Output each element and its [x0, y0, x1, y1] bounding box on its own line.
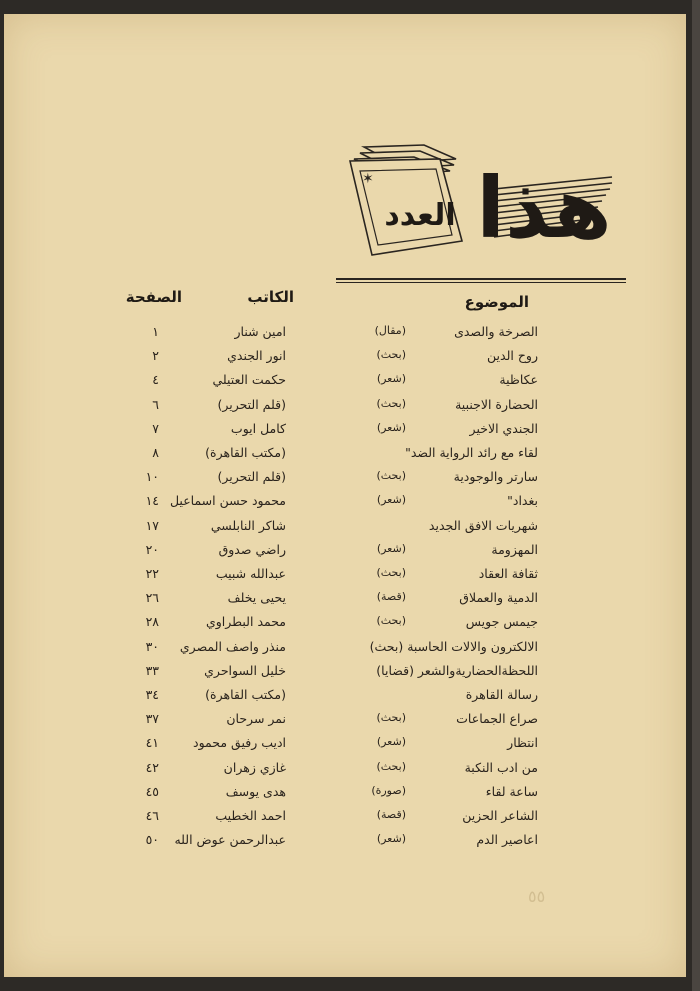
- entry-author: عبدالرحمن عوض الله: [174, 832, 286, 848]
- entry-title: الصرخة والصدى: [454, 324, 538, 339]
- logo-big-word: هذا: [476, 159, 612, 257]
- entry-title: الحضارة الاجنبية: [455, 396, 538, 412]
- entry-author: نمر سرحان: [226, 711, 286, 727]
- entry-author: (قلم التحرير): [217, 396, 286, 412]
- entry-author: غازي زهران: [223, 759, 286, 775]
- entry-page: ٢٠: [145, 541, 159, 557]
- entry-type: (بحث): [376, 614, 406, 628]
- entry-type: (قصة): [376, 590, 406, 604]
- entry-page: ٣٧: [145, 711, 159, 727]
- entry-title: من ادب النكبة: [464, 759, 538, 775]
- entry-title: رسالة القاهرة: [465, 687, 538, 702]
- entry-title: شهريات الافق الجديد: [428, 517, 538, 533]
- entry-author: منذر واصف المصري: [179, 638, 286, 654]
- contents-row: [4, 760, 686, 782]
- entry-type: (بحث): [376, 469, 406, 483]
- entry-title: بغداد": [507, 493, 538, 509]
- entry-author: محمد البطراوي: [205, 614, 286, 630]
- contents-row: [4, 493, 686, 515]
- page-number: ٥٥: [528, 887, 546, 906]
- entry-title: الالكترون والالات الحاسبة (بحث): [369, 638, 538, 654]
- entry-page: ٨: [152, 445, 159, 460]
- entry-author: احمد الخطيب: [215, 808, 286, 823]
- entry-page: ٣٤: [145, 687, 159, 702]
- contents-row: [4, 542, 686, 564]
- entry-author: يحيى يخلف: [227, 590, 286, 606]
- column-header-author: الكاتب: [247, 288, 294, 306]
- entry-page: ٥٠: [145, 832, 159, 848]
- entry-type: (شعر): [376, 372, 406, 386]
- entry-page: ١٠: [145, 469, 159, 485]
- entry-type: (بحث): [376, 396, 406, 410]
- entry-title: سارتر والوجودية: [453, 469, 538, 485]
- contents-row: [4, 784, 686, 806]
- contents-row: [4, 469, 686, 491]
- entry-page: ٦: [152, 396, 159, 412]
- entry-type: (بحث): [376, 348, 406, 362]
- entry-type: (شعر): [376, 735, 406, 749]
- contents-row: [4, 614, 686, 636]
- entry-title: الشاعر الحزين: [462, 808, 538, 823]
- entry-author: عبدالله شبيب: [215, 566, 286, 581]
- entry-author: راضي صدوق: [218, 541, 286, 557]
- entry-type: (شعر): [376, 832, 406, 846]
- entry-title: لقاء مع رائد الرواية الضد": [405, 445, 538, 460]
- entry-page: ٢٢: [145, 566, 159, 581]
- entry-title: اعاصير الدم: [476, 832, 538, 848]
- entry-page: ٢٦: [145, 590, 159, 606]
- entry-title: المهزومة: [491, 541, 538, 557]
- entry-author: (مكتب القاهرة): [205, 687, 286, 702]
- contents-row: [4, 421, 686, 443]
- entry-type: (بحث): [376, 711, 406, 725]
- entry-author: (قلم التحرير): [217, 469, 286, 485]
- entry-page: ٧: [152, 420, 159, 436]
- page-edge: [692, 0, 700, 991]
- star-icon: ✶: [362, 171, 374, 187]
- contents-row: [4, 397, 686, 419]
- column-header-page: الصفحة: [125, 288, 182, 306]
- entry-title: جيمس جويس: [465, 614, 538, 630]
- header-rule-thin: [336, 282, 626, 283]
- entry-type: (صورة): [371, 783, 406, 797]
- entry-page: ٢: [152, 348, 159, 364]
- entry-author: انور الجندي: [227, 348, 286, 364]
- contents-row: [4, 445, 686, 467]
- contents-row: [4, 324, 686, 346]
- column-header-topic: الموضوع: [464, 293, 529, 311]
- entry-page: ٤٢: [145, 759, 159, 775]
- entry-author: خليل السواحري: [204, 662, 286, 678]
- entry-title: روح الدين: [487, 348, 538, 364]
- entry-page: ١٤: [145, 493, 159, 509]
- entry-page: ٤٦: [145, 808, 159, 823]
- entry-type: (شعر): [376, 420, 406, 434]
- contents-row: [4, 832, 686, 854]
- entry-page: ٣٠: [145, 638, 159, 654]
- entry-author: (مكتب القاهرة): [205, 445, 286, 460]
- contents-row: [4, 735, 686, 757]
- entry-author: امين شنار: [234, 324, 286, 339]
- contents-row: [4, 372, 686, 394]
- entry-type: (بحث): [376, 759, 406, 773]
- entry-type: (شعر): [376, 493, 406, 507]
- contents-row: [4, 663, 686, 685]
- entry-type: (بحث): [376, 566, 406, 579]
- contents-row: [4, 711, 686, 733]
- entry-author: حكمت العتيلي: [212, 372, 286, 388]
- contents-row: [4, 566, 686, 588]
- logo-sub-word: العدد: [384, 198, 456, 233]
- entry-page: ١: [152, 324, 159, 339]
- entry-author: شاكر النابلسي: [210, 517, 286, 533]
- entry-page: ١٧: [145, 517, 159, 533]
- issue-logo: [344, 129, 624, 269]
- entry-title: عكاظية: [499, 372, 538, 388]
- entry-page: ٣٣: [145, 662, 159, 678]
- contents-row: [4, 808, 686, 830]
- entry-author: محمود حسن اسماعيل: [169, 493, 286, 509]
- entry-title: ثقافة العقاد: [478, 566, 538, 581]
- entry-title: ساعة لقاء: [485, 783, 538, 799]
- entry-author: هدى يوسف: [225, 783, 286, 799]
- entry-author: كامل ايوب: [230, 420, 286, 436]
- entry-type: (قصة): [376, 808, 406, 821]
- entry-page: ٤١: [145, 735, 159, 751]
- logo-graphic: [344, 129, 624, 269]
- entry-title: انتظار: [507, 735, 538, 751]
- entry-page: ٢٨: [145, 614, 159, 630]
- entry-type: (مقال): [374, 324, 406, 337]
- magazine-page: [4, 14, 686, 977]
- entry-page: ٤٥: [145, 783, 159, 799]
- entry-title: الجندي الاخير: [469, 420, 538, 436]
- contents-row: [4, 639, 686, 661]
- entry-type: (شعر): [376, 541, 406, 555]
- header-rule: [336, 278, 626, 280]
- contents-row: [4, 348, 686, 370]
- entry-title: اللحظةالحضاريةوالشعر (قضايا): [376, 662, 538, 678]
- contents-row: [4, 687, 686, 709]
- entry-author: اديب رفيق محمود: [193, 735, 286, 751]
- entry-page: ٤: [152, 372, 159, 388]
- contents-row: [4, 518, 686, 540]
- entry-title: صراع الجماعات: [456, 711, 538, 727]
- contents-row: [4, 590, 686, 612]
- entry-title: الدمية والعملاق: [459, 590, 538, 606]
